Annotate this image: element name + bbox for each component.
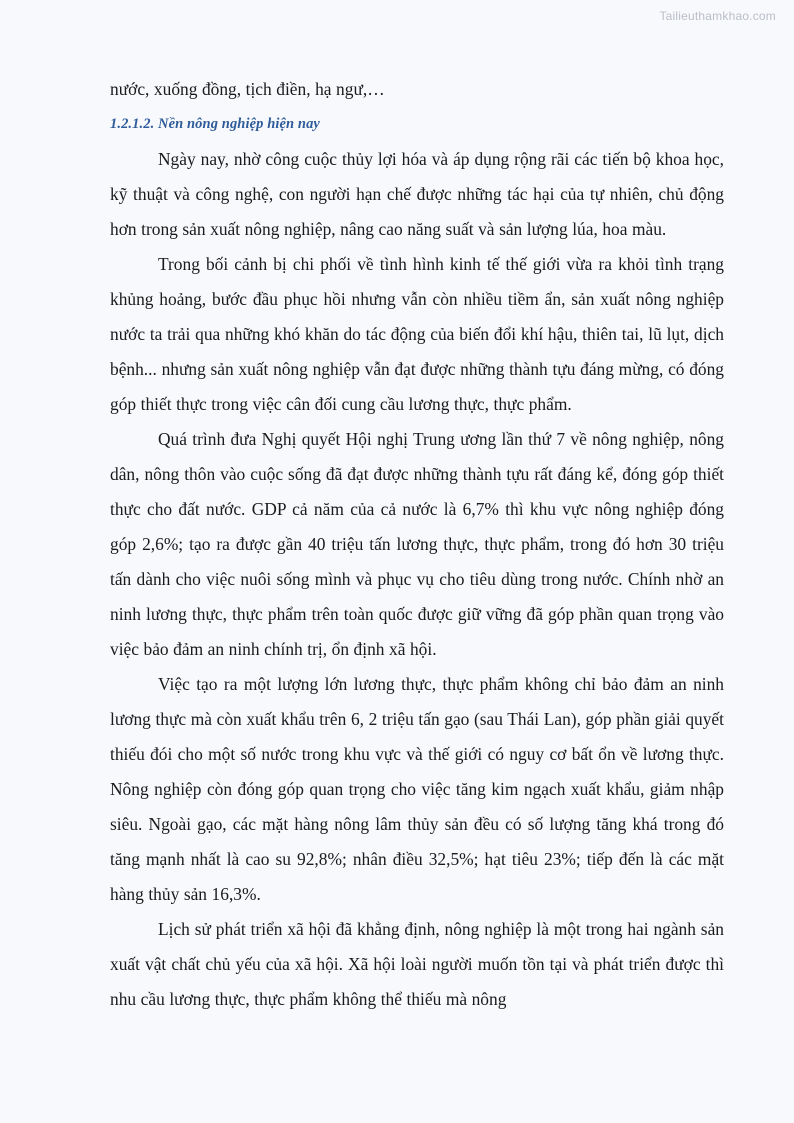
watermark-label: Tailieuthamkhao.com (659, 9, 776, 23)
paragraph-5: Lịch sử phát triển xã hội đã khẳng định, nông nghiệp là một trong hai ngành sản xuất vật chất chủ yếu của xã hội. Xã hội loài người muốn tồn tại và phát triển được thì nhu cầu lương thực, thực phẩm không thể thiếu mà nông (110, 919, 724, 1009)
document-body (110, 72, 724, 1017)
paragraph-2: Trong bối cảnh bị chi phối về tình hình kinh tế thế giới vừa ra khỏi tình trạng khủng hoảng, bước đầu phục hồi nhưng vẫn còn nhiều tiềm ẩn, sản xuất nông nghiệp nước ta trải qua những khó khăn do tác động của biến đổi khí hậu, thiên tai, lũ lụt, dịch bệnh... nhưng sản xuất nông nghiệp vẫn đạt được những thành tựu đáng mừng, có đóng góp thiết thực trong việc cân đối cung cầu lương thực, thực phẩm. (110, 254, 724, 414)
paragraph-3: Quá trình đưa Nghị quyết Hội nghị Trung ương lần thứ 7 về nông nghiệp, nông dân, nông thôn vào cuộc sống đã đạt được những thành tựu rất đáng kể, đóng góp thiết thực cho đất nước. GDP cả năm của cả nước là 6,7% thì khu vực nông nghiệp đóng góp 2,6%; tạo ra được gần 40 triệu tấn lương thực, thực phẩm, trong đó hơn 30 triệu tấn dành cho việc nuôi sống mình và phục vụ cho tiêu dùng trong nước. Chính nhờ an ninh lương thực, thực phẩm trên toàn quốc được giữ vững đã góp phần quan trọng vào việc bảo đảm an ninh chính trị, ổn định xã hội. (110, 429, 724, 659)
paragraph-1: Ngày nay, nhờ công cuộc thủy lợi hóa và áp dụng rộng rãi các tiến bộ khoa học, kỹ thuật và công nghệ, con người hạn chế được những tác hại của tự nhiên, chủ động hơn trong sản xuất nông nghiệp, nâng cao năng suất và sản lượng lúa, hoa màu. (110, 149, 724, 239)
continuation-line: nước, xuống đồng, tịch điền, hạ ngư,… (110, 79, 385, 99)
section-heading: 1.2.1.2. Nền nông nghiệp hiện nay (110, 116, 320, 132)
paragraph-4: Việc tạo ra một lượng lớn lương thực, thực phẩm không chỉ bảo đảm an ninh lương thực mà còn xuất khẩu trên 6, 2 triệu tấn gạo (sau Thái Lan), góp phần giải quyết thiếu đói cho một số nước trong khu vực và thế giới có nguy cơ bất ổn về lương thực. Nông nghiệp còn đóng góp quan trọng cho việc tăng kim ngạch xuất khẩu, giảm nhập siêu. Ngoài gạo, các mặt hàng nông lâm thủy sản đều có số lượng tăng khá trong đó tăng mạnh nhất là cao su 92,8%; nhân điều 32,5%; hạt tiêu 23%; tiếp đến là các mặt hàng thủy sản 16,3%. (110, 674, 724, 904)
